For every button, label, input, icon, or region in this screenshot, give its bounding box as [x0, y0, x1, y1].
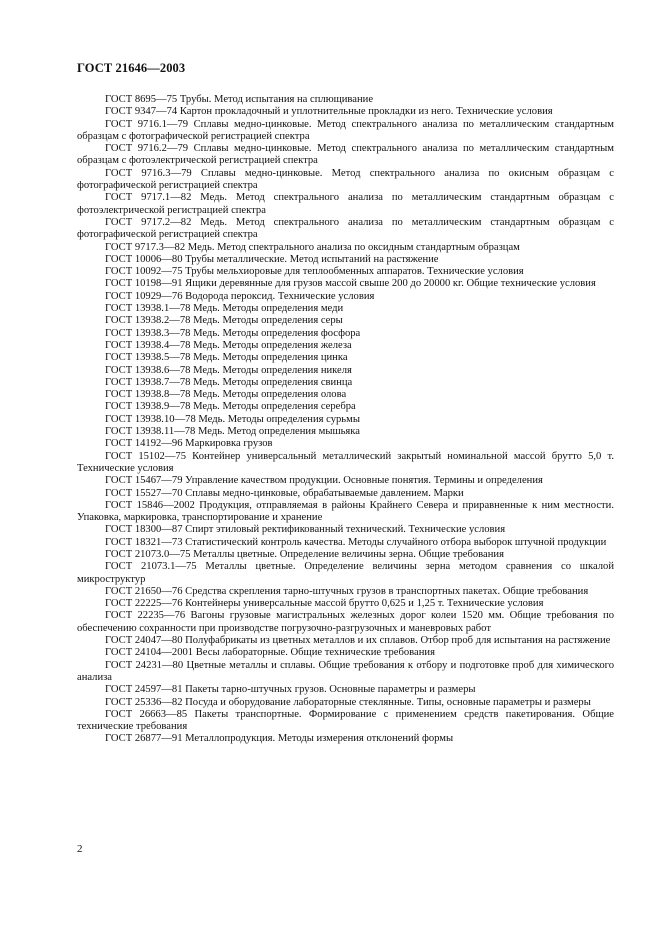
reference-entry: ГОСТ 26877—91 Металлопродукция. Методы измерения отклонений формы — [105, 733, 454, 745]
reference-entry: ГОСТ 24231—80 Цветные металлы и сплавы. Общие требования к отбору и подготовке проб для химического анализа — [77, 659, 614, 683]
page-number: 2 — [77, 843, 83, 855]
reference-entry: ГОСТ 13938.6—78 Медь. Методы определения никеля — [105, 364, 352, 376]
reference-entry: ГОСТ 9717.1—82 Медь. Метод спектрального анализа по металлическим стандартным образцам с фотоэлектрической регистрацией спектра — [77, 192, 614, 216]
reference-entry: ГОСТ 13938.7—78 Медь. Методы определения свинца — [105, 376, 353, 388]
reference-entry: ГОСТ 9347—74 Картон прокладочный и уплотнительные прокладки из него. Технические условия — [105, 106, 553, 118]
reference-entry: ГОСТ 15846—2002 Продукция, отправляемая в районы Крайнего Севера и приравненные к ним местности. Упаковка, маркировка, транспортирование и хранение — [77, 499, 614, 524]
reference-entry: ГОСТ 15527—70 Сплавы медно-цинковые, обрабатываемые давлением. Марки — [105, 487, 464, 499]
reference-entry: ГОСТ 8695—75 Трубы. Метод испытания на сплющивание — [105, 94, 374, 105]
reference-entry: ГОСТ 13938.1—78 Медь. Методы определения меди — [105, 303, 344, 315]
reference-entry: ГОСТ 9716.3—79 Сплавы медно-цинковые. Метод спектрального анализа по окисным образцам с фотографической регистрацией спектра — [77, 167, 614, 192]
reference-entry: ГОСТ 22235—76 Вагоны грузовые магистральных железных дорог колеи 1520 мм. Общие требования по обеспечению сохранности при производстве погрузочно-разгрузочных и маневровых работ — [77, 610, 614, 634]
reference-entry: ГОСТ 24104—2001 Весы лабораторные. Общие технические требования — [105, 647, 435, 659]
reference-entry: ГОСТ 21073.1—75 Металлы цветные. Определение величины зерна методом сравнения со шкалой микроструктур — [77, 561, 614, 585]
reference-entry: ГОСТ 10929—76 Водорода пероксид. Технические условия — [105, 290, 375, 302]
reference-entry: ГОСТ 10092—75 Трубы мельхиоровые для теплообменных аппаратов. Технические условия — [105, 266, 524, 278]
reference-entry: ГОСТ 21073.0—75 Металлы цветные. Определение величины зерна. Общие требования — [105, 548, 504, 560]
reference-entry: ГОСТ 15467—79 Управление качеством продукции. Основные понятия. Термины и определения — [105, 475, 543, 487]
reference-entry: ГОСТ 14192—96 Маркировка грузов — [105, 438, 273, 450]
reference-entry: ГОСТ 26663—85 Пакеты транспортные. Формирование с применением средств пакетирования. Общие технические требования — [77, 708, 614, 733]
reference-entry: ГОСТ 9716.2—79 Сплавы медно-цинковые. Метод спектрального анализа по металлическим стандартным образцам с фотоэлектрической регистрацией спектра — [77, 143, 614, 167]
reference-entry: ГОСТ 15102—75 Контейнер универсальный металлический закрытый номинальной массой брутто 5,0 т. Технические условия — [77, 450, 614, 474]
reference-entry: ГОСТ 13938.10—78 Медь. Методы определения сурьмы — [105, 413, 360, 425]
reference-entry: ГОСТ 13938.2—78 Медь. Методы определения серы — [105, 315, 343, 327]
reference-entry: ГОСТ 9716.1—79 Сплавы медно-цинковые. Метод спектрального анализа по металлическим стандартным образцам с фотографической регистрацией спектра — [77, 118, 614, 142]
reference-entry: ГОСТ 24047—80 Полуфабрикаты из цветных металлов и их сплавов. Отбор проб для испытания на растяжение — [105, 635, 611, 647]
reference-entry: ГОСТ 13938.9—78 Медь. Методы определения серебра — [105, 401, 356, 413]
reference-entry: ГОСТ 13938.5—78 Медь. Методы определения цинка — [105, 352, 348, 364]
page-header-title: ГОСТ 21646—2003 — [77, 61, 186, 75]
reference-entry: ГОСТ 13938.4—78 Медь. Методы определения железа — [105, 339, 352, 351]
normative-references-list — [77, 94, 614, 746]
reference-entry: ГОСТ 13938.3—78 Медь. Методы определения фосфора — [105, 327, 361, 339]
reference-entry: ГОСТ 9717.2—82 Медь. Метод спектрального анализа по металлическим стандартным образцам с фотографической регистрацией спектра — [77, 216, 614, 241]
reference-entry: ГОСТ 13938.8—78 Медь. Методы определения олова — [105, 389, 347, 401]
reference-entry: ГОСТ 18300—87 Спирт этиловый ректификованный технический. Технические условия — [105, 524, 506, 536]
reference-entry: ГОСТ 9717.3—82 Медь. Метод спектрального анализа по оксидным стандартным образцам — [105, 241, 520, 253]
reference-entry: ГОСТ 22225—76 Контейнеры универсальные массой брутто 0,625 и 1,25 т. Технические условия — [105, 598, 544, 610]
reference-entry: ГОСТ 21650—76 Средства скрепления тарно-штучных грузов в транспортных пакетах. Общие требования — [105, 585, 589, 597]
reference-entry: ГОСТ 10198—91 Ящики деревянные для грузов массой свыше 200 до 20000 кг. Общие технические условия — [105, 278, 596, 290]
reference-entry: ГОСТ 10006—80 Трубы металлические. Метод испытаний на растяжение — [105, 253, 439, 265]
reference-entry: ГОСТ 25336—82 Посуда и оборудование лабораторные стеклянные. Типы, основные параметры и размеры — [105, 696, 591, 708]
reference-entry: ГОСТ 18321—73 Статистический контроль качества. Методы случайного отбора выборок штучной продукции — [105, 536, 607, 548]
reference-entry: ГОСТ 13938.11—78 Медь. Метод определения мышьяка — [105, 426, 360, 438]
reference-entry: ГОСТ 24597—81 Пакеты тарно-штучных грузов. Основные параметры и размеры — [105, 684, 476, 696]
